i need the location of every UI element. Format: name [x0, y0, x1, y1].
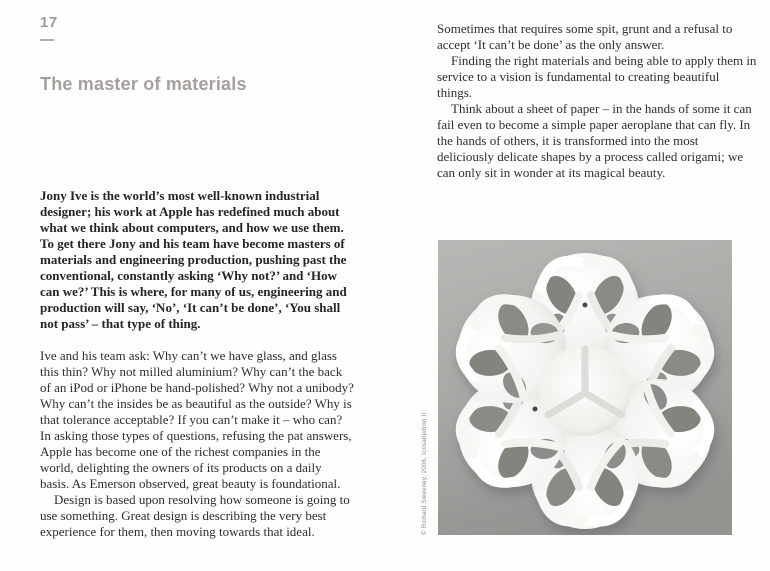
body-paragraph: Ive and his team ask: Why can’t we have glass, and glass this thin? Why not milled aluminium? Why can’t the back of an iPod or iPhone be hand-polished? Why not a unibody? Why can’t the insides be as beautiful as the outside? Why is that tolerance acceptable? If you can’t make it – who can? In asking those types of questions, refusing the pat answers, Apple has become one of the richest companies in the world, delighting the owners of its products on a daily basis. As Emerson observed, great beauty is foundational.	[40, 348, 354, 491]
photo-credit-caption: © Richard Sweeney, 2006, Icosahedron II	[422, 412, 428, 535]
body-paragraph: Think about a sheet of paper – in the hands of some it can fail even to become a simple paper aeroplane that can fly. In the hands of others, it is transformed into the most deliciously delicate shapes by a process called origami; we can only sit in wonder at its magical beauty.	[437, 101, 752, 180]
page-number: 17	[40, 14, 58, 31]
body-paragraph: Sometimes that requires some spit, grunt and a refusal to accept ‘It can’t be done’ as the only answer.	[437, 21, 733, 52]
right-page-text-column	[437, 21, 757, 181]
paper-sculpture-photo	[438, 240, 732, 535]
chapter-title: The master of materials	[40, 74, 247, 95]
lead-paragraph: Jony Ive is the world’s most well-known industrial designer; his work at Apple has redefined much about what we think about computers, and how we use them. To get there Jony and his team have become masters of materials and engineering production, pushing past the conventional, constantly asking ‘Why not?’ and ‘How can we?’ This is where, for many of us, engineering and production will say, ‘No’, ‘It can’t be done’, ‘You shall not pass’ – that type of thing.	[40, 188, 347, 331]
body-paragraph: Design is based upon resolving how someone is going to use something. Great design is describing the very best experience for them, then moving towards that ideal.	[40, 492, 350, 539]
body-paragraph: Finding the right materials and being able to apply them in service to a vision is fundamental to creating beautiful things.	[437, 53, 757, 100]
left-page-text-column	[40, 188, 354, 540]
paper-sculpture-illustration	[438, 240, 732, 535]
page-number-rule	[40, 39, 54, 41]
